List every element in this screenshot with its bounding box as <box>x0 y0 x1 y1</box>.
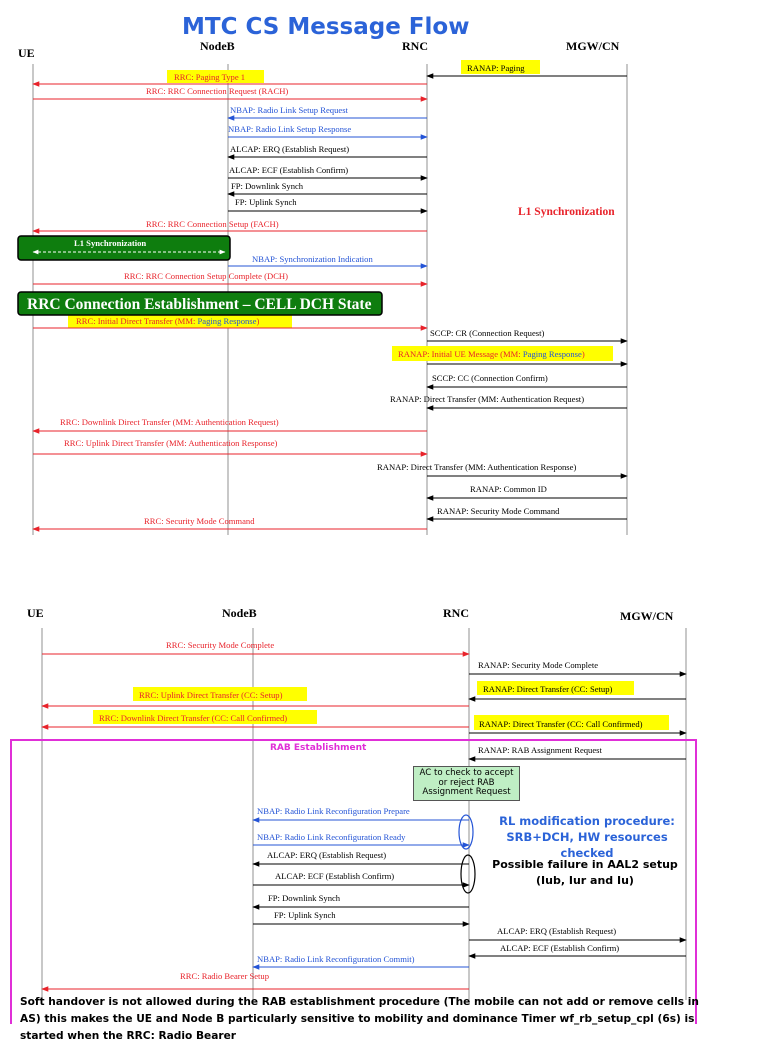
label-m7: ALCAP: ECF (Establish Confirm) <box>229 165 349 175</box>
l1-sync-box-label: L1 Synchronization <box>74 238 147 248</box>
label-m2: RANAP: Paging <box>467 63 525 73</box>
state-banner-text: RRC Connection Establishment – CELL DCH State <box>27 296 372 313</box>
label-m16: SCCP: CC (Connection Confirm) <box>432 373 548 383</box>
label-n16: NBAP: Radio Link Reconfiguration Commit) <box>257 954 415 964</box>
label-n2: RANAP: Security Mode Complete <box>478 660 599 670</box>
label-n8: NBAP: Radio Link Reconfiguration Prepare <box>257 806 410 816</box>
entity2-ue: UE <box>27 606 44 620</box>
label-m17: RANAP: Direct Transfer (MM: Authentication Request) <box>390 394 585 404</box>
label-m3: RRC: RRC Connection Request (RACH) <box>146 86 289 96</box>
label-n15: ALCAP: ECF (Establish Confirm) <box>500 943 620 953</box>
label-m11: NBAP: Synchronization Indication <box>252 254 373 264</box>
label-m4: NBAP: Radio Link Setup Request <box>230 105 348 115</box>
entity-ue: UE <box>18 46 35 60</box>
entity2-nodeb: NodeB <box>222 606 257 620</box>
entity-mgw: MGW/CN <box>566 39 620 53</box>
label-m19: RRC: Uplink Direct Transfer (MM: Authentication Response) <box>64 438 278 448</box>
label-m23: RRC: Security Mode Command <box>144 516 255 526</box>
rl-modification-line-2: SRB+DCH, HW resources checked <box>506 830 668 860</box>
label-m9: FP: Uplink Synch <box>235 197 297 207</box>
label-n17: RRC: Radio Bearer Setup <box>180 971 270 981</box>
label-n12: FP: Downlink Synch <box>268 893 341 903</box>
label-m6: ALCAP: ERQ (Establish Request) <box>230 144 350 154</box>
label-m13: RRC: Initial Direct Transfer (MM: Paging Response) <box>76 316 260 326</box>
label-n14: ALCAP: ERQ (Establish Request) <box>497 926 617 936</box>
label-m21: RANAP: Common ID <box>470 484 547 494</box>
label-m22: RANAP: Security Mode Command <box>437 506 560 516</box>
rab-establishment-label: RAB Establishment <box>270 743 367 753</box>
label-n9: NBAP: Radio Link Reconfiguration Ready <box>257 832 406 842</box>
label-n1: RRC: Security Mode Complete <box>166 640 275 650</box>
aal2-failure-line-1: Possible failure in AAL2 setup <box>492 858 678 871</box>
l1-sync-label: L1 Synchronization <box>518 206 615 218</box>
label-m15: RANAP: Initial UE Message (MM: Paging Response) <box>398 349 585 359</box>
label-m20: RANAP: Direct Transfer (MM: Authentication Response) <box>377 462 577 472</box>
state-banner <box>18 292 382 315</box>
label-m18: RRC: Downlink Direct Transfer (MM: Authentication Request) <box>60 417 279 427</box>
entity-nodeb: NodeB <box>200 39 235 53</box>
footnote: Soft handover is not allowed during the RAB establishment procedure (The mobile can not add or remove cells in AS) this makes the UE and Node B particularly sensitive to mobility and dominance Timer wf_rb_setup_cpl (6s) is started when the RRC: Radio Bearer <box>20 996 699 1042</box>
label-n5: RRC: Downlink Direct Transfer (CC: Call Confirmed) <box>99 713 288 723</box>
label-n7: RANAP: RAB Assignment Request <box>478 745 602 755</box>
label-n4: RANAP: Direct Transfer (CC: Setup) <box>483 684 613 694</box>
entity2-rnc: RNC <box>443 606 469 620</box>
aal2-failure-line-2: (Iub, Iur and Iu) <box>536 874 634 887</box>
label-m14: SCCP: CR (Connection Request) <box>430 328 545 338</box>
rl-modification-line-1: RL modification procedure: <box>499 814 675 828</box>
label-m1: RRC: Paging Type 1 <box>174 72 246 82</box>
ac-check-box: AC to check to accept or reject RAB Assignment Request <box>413 766 520 801</box>
label-m5: NBAP: Radio Link Setup Response <box>228 124 352 134</box>
diagram-1 <box>18 39 627 535</box>
label-n13: FP: Uplink Synch <box>274 910 336 920</box>
label-n11: ALCAP: ECF (Establish Confirm) <box>275 871 395 881</box>
label-n10: ALCAP: ERQ (Establish Request) <box>267 850 387 860</box>
label-m12: RRC: RRC Connection Setup Complete (DCH) <box>124 271 288 281</box>
aal2-failure-note <box>490 857 680 889</box>
entity-rnc: RNC <box>402 39 428 53</box>
page-title: MTC CS Message Flow <box>182 14 470 40</box>
label-n6: RANAP: Direct Transfer (CC: Call Confirmed) <box>479 719 643 729</box>
label-m10: RRC: RRC Connection Setup (FACH) <box>146 219 279 229</box>
label-m8: FP: Downlink Synch <box>231 181 304 191</box>
rl-modification-note <box>482 813 692 861</box>
label-n3: RRC: Uplink Direct Transfer (CC: Setup) <box>139 690 283 700</box>
l1-sync-box <box>18 236 230 260</box>
entity2-mgw: MGW/CN <box>620 609 674 623</box>
